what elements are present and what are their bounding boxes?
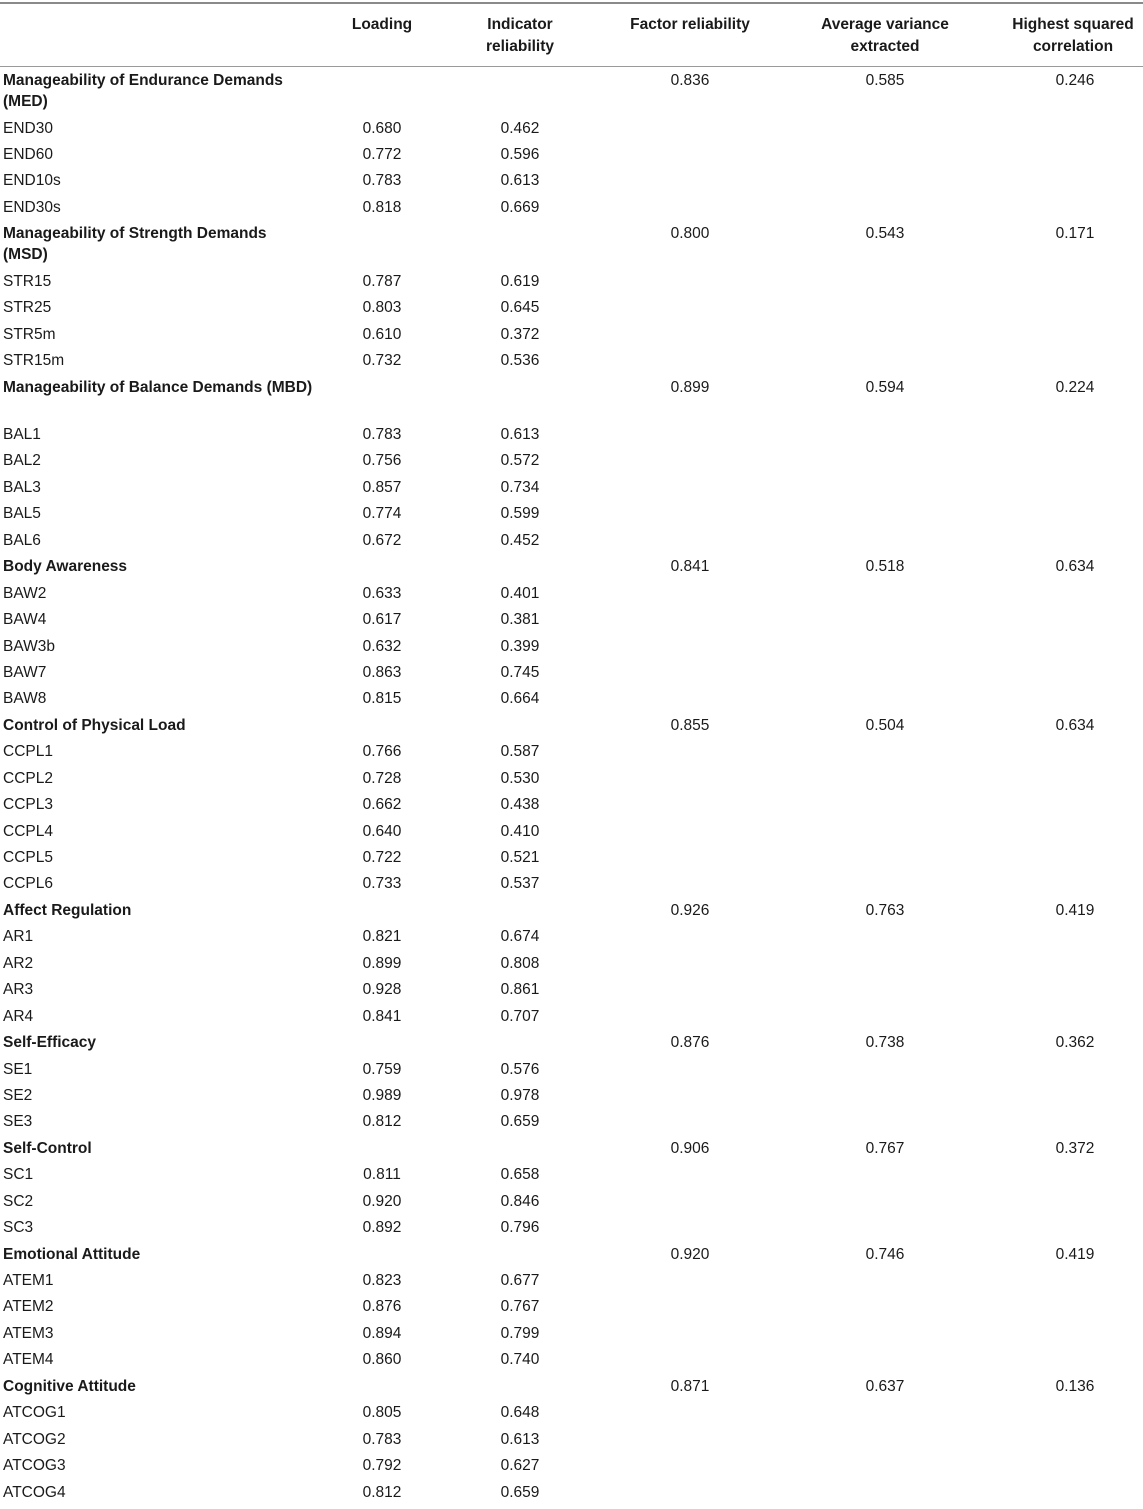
factor-row <box>0 553 1143 579</box>
indicator-reliability-value: 0.659 <box>500 1483 540 1501</box>
indicator-row <box>0 1399 1143 1425</box>
loading-value: 0.640 <box>362 822 402 840</box>
highest-squared-correlation-value: 0.224 <box>1055 378 1095 396</box>
indicator-reliability-value: 0.462 <box>500 119 540 137</box>
loading-value: 0.632 <box>362 637 402 655</box>
indicator-reliability-value: 0.808 <box>500 954 540 972</box>
indicator-row <box>0 738 1143 764</box>
indicator-name: CCPL1 <box>3 743 53 761</box>
factor-row <box>0 897 1143 923</box>
loading-value: 0.787 <box>362 272 402 290</box>
indicator-row <box>0 1003 1143 1029</box>
factor-row <box>0 712 1143 738</box>
indicator-name: ATCOG4 <box>3 1483 66 1501</box>
average-variance-extracted-value: 0.767 <box>865 1139 905 1157</box>
indicator-reliability-value: 0.537 <box>500 875 540 893</box>
indicator-reliability-value: 0.669 <box>500 198 540 216</box>
factor-reliability-value: 0.855 <box>670 716 710 734</box>
indicator-row <box>0 950 1143 976</box>
indicator-name: AR4 <box>3 1007 34 1025</box>
indicator-reliability-value: 0.846 <box>500 1192 540 1210</box>
loading-value: 0.857 <box>362 478 402 496</box>
indicator-row <box>0 347 1143 373</box>
indicator-name: STR25 <box>3 299 52 317</box>
average-variance-extracted-value: 0.763 <box>865 901 905 919</box>
indicator-reliability-value: 0.707 <box>500 1007 540 1025</box>
indicator-row <box>0 1056 1143 1082</box>
indicator-name: ATEM4 <box>3 1351 54 1369</box>
loading-value: 0.610 <box>362 325 402 343</box>
indicator-row <box>0 1267 1143 1293</box>
highest-squared-correlation-value: 0.419 <box>1055 1245 1095 1263</box>
indicator-reliability-value: 0.381 <box>500 611 540 629</box>
loading-value: 0.989 <box>362 1086 402 1104</box>
indicator-name: ATEM1 <box>3 1272 54 1289</box>
indicator-row <box>0 791 1143 817</box>
indicator-name: END60 <box>3 145 53 163</box>
highest-squared-correlation-value: 0.372 <box>1055 1139 1095 1157</box>
indicator-reliability-value: 0.401 <box>500 584 540 602</box>
indicator-row <box>0 1188 1143 1214</box>
indicator-reliability-value: 0.613 <box>500 172 540 190</box>
indicator-reliability-value: 0.745 <box>500 663 540 681</box>
loading-value: 0.766 <box>362 743 402 761</box>
indicator-row <box>0 527 1143 553</box>
factor-reliability-value: 0.926 <box>670 901 710 919</box>
indicator-name: ATCOG1 <box>3 1404 66 1422</box>
indicator-row <box>0 633 1143 659</box>
indicator-reliability-value: 0.521 <box>500 849 540 866</box>
indicator-name: SC2 <box>3 1192 34 1210</box>
average-variance-extracted-value: 0.518 <box>865 558 905 576</box>
loading-value: 0.756 <box>362 452 402 470</box>
factor-row <box>0 1241 1143 1267</box>
average-variance-extracted-value: 0.585 <box>865 72 905 89</box>
indicator-reliability-value: 0.799 <box>500 1324 540 1342</box>
indicator-row <box>0 659 1143 685</box>
highest-squared-correlation-value: 0.171 <box>1055 225 1095 243</box>
indicator-name: BAL3 <box>3 478 41 496</box>
indicator-reliability-value: 0.674 <box>500 928 540 946</box>
indicator-row <box>0 685 1143 711</box>
loading-value: 0.722 <box>362 849 402 866</box>
loading-value: 0.733 <box>362 875 402 893</box>
indicator-row <box>0 474 1143 500</box>
loading-value: 0.821 <box>362 928 402 946</box>
indicator-reliability-value: 0.372 <box>500 325 540 343</box>
loading-value: 0.792 <box>362 1457 402 1475</box>
factor-name: Control of Physical Load <box>3 716 186 734</box>
indicator-name: STR15m <box>3 352 65 370</box>
average-variance-extracted-value: 0.543 <box>865 225 905 243</box>
loading-value: 0.672 <box>362 531 402 549</box>
indicator-row <box>0 1161 1143 1187</box>
loading-value: 0.783 <box>362 426 402 443</box>
highest-squared-correlation-value: 0.362 <box>1055 1034 1095 1052</box>
loading-value: 0.805 <box>362 1404 402 1422</box>
indicator-row <box>0 167 1143 193</box>
loading-value: 0.841 <box>362 1007 402 1025</box>
indicator-row <box>0 1293 1143 1319</box>
indicator-reliability-value: 0.613 <box>500 1430 540 1448</box>
indicator-row <box>0 1346 1143 1372</box>
loading-value: 0.860 <box>362 1351 402 1369</box>
indicator-name: BAW7 <box>3 663 47 681</box>
indicator-name: ATCOG2 <box>3 1430 66 1448</box>
indicator-row <box>0 818 1143 844</box>
indicator-reliability-value: 0.536 <box>500 352 540 370</box>
loading-value: 0.617 <box>362 611 402 629</box>
indicator-reliability-value: 0.861 <box>500 981 540 999</box>
indicator-reliability-value: 0.438 <box>500 796 540 814</box>
average-variance-extracted-value: 0.594 <box>865 378 905 396</box>
loading-value: 0.892 <box>362 1219 402 1237</box>
factor-reliability-value: 0.899 <box>670 378 710 396</box>
indicator-name: CCPL3 <box>3 796 53 814</box>
indicator-reliability-value: 0.796 <box>500 1219 540 1237</box>
indicator-reliability-value: 0.596 <box>500 145 540 163</box>
indicator-row <box>0 870 1143 896</box>
indicator-row <box>0 606 1143 632</box>
indicator-name: AR2 <box>3 954 34 972</box>
factor-name: Manageability of Balance Demands (MBD) <box>3 378 313 396</box>
highest-squared-correlation-value: 0.136 <box>1055 1377 1095 1395</box>
loading-value: 0.811 <box>363 1166 401 1184</box>
indicator-name: STR5m <box>3 325 56 343</box>
indicator-reliability-value: 0.599 <box>500 505 540 523</box>
indicator-reliability-value: 0.627 <box>500 1457 540 1475</box>
indicator-row <box>0 421 1143 447</box>
indicator-row <box>0 141 1143 167</box>
indicator-row <box>0 1108 1143 1134</box>
loading-value: 0.774 <box>362 505 402 523</box>
factor-row <box>0 1029 1143 1055</box>
indicator-row <box>0 194 1143 220</box>
highest-squared-correlation-value: 0.634 <box>1055 716 1095 734</box>
indicator-reliability-value: 0.659 <box>500 1113 540 1131</box>
indicator-reliability-value: 0.740 <box>500 1351 540 1369</box>
indicator-reliability-value: 0.677 <box>500 1272 540 1289</box>
indicator-row <box>0 1452 1143 1478</box>
factor-name: Self-Control <box>3 1139 92 1157</box>
indicator-name: BAW2 <box>3 584 47 602</box>
indicator-reliability-value: 0.576 <box>500 1060 540 1078</box>
indicator-row <box>0 1214 1143 1240</box>
table-header <box>0 4 1143 67</box>
indicator-reliability-value: 0.648 <box>500 1404 540 1422</box>
highest-squared-correlation-value: 0.634 <box>1055 558 1095 576</box>
indicator-reliability-value: 0.734 <box>500 478 540 496</box>
indicator-reliability-value: 0.645 <box>500 299 540 317</box>
factor-name: Self-Efficacy <box>3 1034 97 1052</box>
header-indicator-reliability: Indicator reliability <box>485 16 555 55</box>
factor-reliability-value: 0.800 <box>670 225 710 243</box>
factor-row <box>0 220 1143 268</box>
loading-value: 0.876 <box>362 1298 402 1316</box>
factor-reliability-value: 0.920 <box>670 1245 710 1263</box>
indicator-reliability-value: 0.399 <box>500 637 540 655</box>
factor-row <box>0 1135 1143 1161</box>
loading-value: 0.812 <box>362 1483 402 1501</box>
factor-row <box>0 374 1143 422</box>
indicator-reliability-value: 0.572 <box>500 452 540 470</box>
indicator-reliability-value: 0.613 <box>500 426 540 443</box>
indicator-name: ATCOG3 <box>3 1457 66 1475</box>
average-variance-extracted-value: 0.637 <box>865 1377 905 1395</box>
header-highest-squared-correlation: Highest squared correlation <box>1012 16 1134 55</box>
indicator-reliability-value: 0.658 <box>500 1166 540 1184</box>
indicator-reliability-value: 0.452 <box>500 531 540 549</box>
indicator-name: CCPL4 <box>3 822 53 840</box>
indicator-name: BAL1 <box>3 426 41 443</box>
indicator-name: SE1 <box>3 1060 33 1078</box>
indicator-row <box>0 1479 1143 1505</box>
factor-reliability-value: 0.871 <box>670 1377 710 1395</box>
loading-value: 0.928 <box>362 981 402 999</box>
average-variance-extracted-value: 0.746 <box>865 1245 905 1263</box>
indicator-row <box>0 1082 1143 1108</box>
indicator-name: AR3 <box>3 981 34 999</box>
indicator-row <box>0 923 1143 949</box>
loading-value: 0.815 <box>362 690 402 708</box>
indicator-reliability-value: 0.664 <box>500 690 540 708</box>
factor-row <box>0 67 1143 115</box>
indicator-name: SE3 <box>3 1113 33 1131</box>
average-variance-extracted-value: 0.738 <box>865 1034 905 1052</box>
factor-name: Manageability of Endurance Demands (MED) <box>3 72 283 110</box>
indicator-name: STR15 <box>3 272 52 290</box>
indicator-name: BAW3b <box>3 637 55 655</box>
loading-value: 0.812 <box>362 1113 402 1131</box>
indicator-name: ATEM3 <box>3 1324 54 1342</box>
indicator-name: END30 <box>3 119 53 137</box>
loading-value: 0.818 <box>362 198 402 216</box>
loading-value: 0.759 <box>362 1060 402 1078</box>
factor-reliability-value: 0.836 <box>670 72 710 89</box>
header-factor-reliability: Factor reliability <box>630 16 750 33</box>
indicator-name: END10s <box>3 172 61 190</box>
loading-value: 0.783 <box>362 172 402 190</box>
indicator-reliability-value: 0.530 <box>500 769 540 787</box>
indicator-name: BAW8 <box>3 690 47 708</box>
loading-value: 0.863 <box>362 663 402 681</box>
highest-squared-correlation-value: 0.419 <box>1055 901 1095 919</box>
header-loading: Loading <box>351 16 413 33</box>
table-body <box>0 67 1143 1505</box>
loading-value: 0.920 <box>362 1192 402 1210</box>
indicator-row <box>0 500 1143 526</box>
indicator-reliability-value: 0.978 <box>500 1086 540 1104</box>
indicator-reliability-value: 0.767 <box>500 1298 540 1316</box>
loading-value: 0.823 <box>362 1272 402 1289</box>
indicator-row <box>0 844 1143 870</box>
indicator-name: BAW4 <box>3 611 47 629</box>
header-average-variance-extracted: Average variance extracted <box>821 16 949 55</box>
indicator-row <box>0 268 1143 294</box>
loading-value: 0.803 <box>362 299 402 317</box>
factor-reliability-value: 0.876 <box>670 1034 710 1052</box>
indicator-name: END30s <box>3 198 61 216</box>
loading-value: 0.772 <box>362 145 402 163</box>
loading-value: 0.728 <box>362 769 402 787</box>
loading-value: 0.662 <box>362 796 402 814</box>
loading-value: 0.680 <box>362 119 402 137</box>
indicator-name: ATEM2 <box>3 1298 54 1316</box>
loading-value: 0.732 <box>362 352 402 370</box>
indicator-name: BAL2 <box>3 452 41 470</box>
factor-name: Body Awareness <box>3 558 128 576</box>
highest-squared-correlation-value: 0.246 <box>1055 72 1095 89</box>
reliability-table <box>0 2 1143 1505</box>
loading-value: 0.783 <box>362 1430 402 1448</box>
indicator-name: BAL6 <box>3 531 41 549</box>
indicator-row <box>0 976 1143 1002</box>
indicator-row <box>0 447 1143 473</box>
indicator-name: CCPL5 <box>3 849 53 866</box>
indicator-name: BAL5 <box>3 505 41 523</box>
indicator-name: SC1 <box>3 1166 34 1184</box>
indicator-name: AR1 <box>3 928 34 946</box>
indicator-name: SE2 <box>3 1086 33 1104</box>
indicator-reliability-value: 0.619 <box>500 272 540 290</box>
factor-name: Affect Regulation <box>3 901 132 919</box>
factor-reliability-value: 0.906 <box>670 1139 710 1157</box>
indicator-name: SC3 <box>3 1219 34 1237</box>
indicator-name: CCPL2 <box>3 769 53 787</box>
factor-name: Emotional Attitude <box>3 1245 141 1263</box>
indicator-row <box>0 321 1143 347</box>
indicator-name: CCPL6 <box>3 875 53 893</box>
indicator-row <box>0 1426 1143 1452</box>
indicator-row <box>0 1320 1143 1346</box>
loading-value: 0.633 <box>362 584 402 602</box>
indicator-reliability-value: 0.587 <box>500 743 540 761</box>
factor-name: Manageability of Strength Demands (MSD) <box>3 225 267 264</box>
indicator-row <box>0 580 1143 606</box>
factor-row <box>0 1373 1143 1399</box>
average-variance-extracted-value: 0.504 <box>865 716 905 734</box>
indicator-row <box>0 115 1143 141</box>
indicator-row <box>0 765 1143 791</box>
factor-name: Cognitive Attitude <box>3 1377 136 1395</box>
factor-reliability-value: 0.841 <box>670 558 710 576</box>
indicator-row <box>0 294 1143 320</box>
loading-value: 0.894 <box>362 1324 402 1342</box>
indicator-reliability-value: 0.410 <box>500 822 540 840</box>
loading-value: 0.899 <box>362 954 402 972</box>
